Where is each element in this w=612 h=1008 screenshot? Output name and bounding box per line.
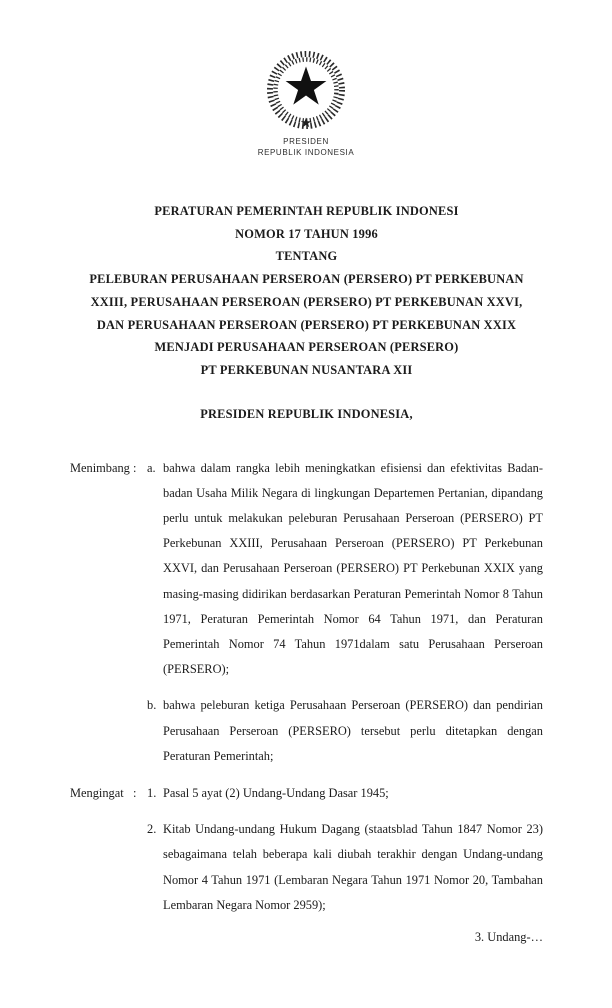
- section-label-spacer: [70, 817, 133, 918]
- title-line-subject-4: MENJADI PERUSAHAAN PERSEROAN (PERSERO): [154, 340, 459, 355]
- star-icon: [286, 67, 327, 105]
- clause-marker: b.: [147, 698, 157, 713]
- emblem-graphic: [260, 50, 352, 134]
- section-colon-spacer: [133, 817, 147, 918]
- section-menimbang: [70, 456, 543, 769]
- section-label-spacer: [70, 693, 133, 769]
- emblem-caption-republik-indonesia: REPUBLIK INDONESIA: [257, 148, 355, 157]
- clause-marker: 2.: [147, 822, 157, 837]
- title-line-number: NOMOR 17 TAHUN 1996: [235, 226, 378, 241]
- catchword: 3. Undang-…: [474, 930, 543, 945]
- section-mengingat: [70, 781, 543, 918]
- section-label: Mengingat: [70, 786, 124, 801]
- title-line-tentang: TENTANG: [275, 249, 338, 264]
- salutation: PRESIDEN REPUBLIK INDONESIA,: [200, 406, 413, 421]
- emblem-caption-presiden: PRESIDEN: [283, 137, 329, 146]
- clause-mengingat-2: [70, 817, 543, 918]
- title-line-regulation: PERATURAN PEMERINTAH REPUBLIK INDONESI: [154, 204, 459, 218]
- clause-menimbang-a: [70, 456, 543, 683]
- clause-text: bahwa dalam rangka lebih meningkatkan efisiensi dan efektivitas Badan-badan Usaha Milik Negara di lingkungan Departemen Pertanian, dipandang perlu untuk melakukan peleburan Perusahaan Perseroan (PERSERO) PT Perkebunan XXIII, Perusahaan Perseroan (PERSERO) PT Perkebunan XXVI, dan Perusahaan Perseroan (PERSERO) PT Perkebunan XXIX yang masing-masing didirikan berdasarkan Peraturan Pemerintah Nomor 8 Tahun 1971, Peraturan Pemerintah Nomor 64 Tahun 1971, dan Peraturan Pemerintah Nomor 74 Tahun 1971dalam satu Perusahaan Perseroan (PERSERO);: [163, 460, 543, 677]
- clause-text: bahwa peleburan ketiga Perusahaan Perseroan (PERSERO) dan pendirian Perusahaan Perseroan (PERSERO) tersebut perlu ditetapkan dengan Peraturan Pemerintah;: [163, 698, 543, 763]
- clause-text: Pasal 5 ayat (2) Undang-Undang Dasar 1945;: [163, 786, 389, 801]
- title-line-subject-5: PT PERKEBUNAN NUSANTARA XII: [200, 362, 413, 377]
- clause-marker: 1.: [147, 786, 157, 801]
- document-title: [70, 200, 543, 382]
- section-colon-spacer: [133, 693, 147, 769]
- title-line-subject-3: DAN PERUSAHAAN PERSEROAN (PERSERO) PT PERKEBUNAN XXIX: [96, 317, 517, 332]
- title-line-subject-1: PELEBURAN PERUSAHAAN PERSEROAN (PERSERO) PT PERKEBUNAN: [89, 272, 524, 287]
- document-body: [70, 456, 543, 918]
- clause-menimbang-b: [70, 693, 543, 769]
- section-label: Menimbang: [70, 460, 130, 475]
- section-colon: :: [133, 460, 137, 475]
- clause-text: Kitab Undang-undang Hukum Dagang (staatsblad Tahun 1847 Nomor 23) sebagaimana telah beberapa kali diubah terakhir dengan Undang-undang Nomor 4 Tahun 1971 (Lembaran Negara Tahun 1971 Nomor 20, Tambahan Lembaran Negara Nomor 2959);: [163, 822, 543, 912]
- presidential-emblem: [0, 0, 612, 158]
- clause-marker: a.: [147, 460, 156, 475]
- clause-mengingat-1: [70, 781, 543, 806]
- section-colon: :: [133, 786, 137, 801]
- title-line-subject-2: XXIII, PERUSAHAAN PERSEROAN (PERSERO) PT PERKEBUNAN XXVI,: [90, 294, 523, 309]
